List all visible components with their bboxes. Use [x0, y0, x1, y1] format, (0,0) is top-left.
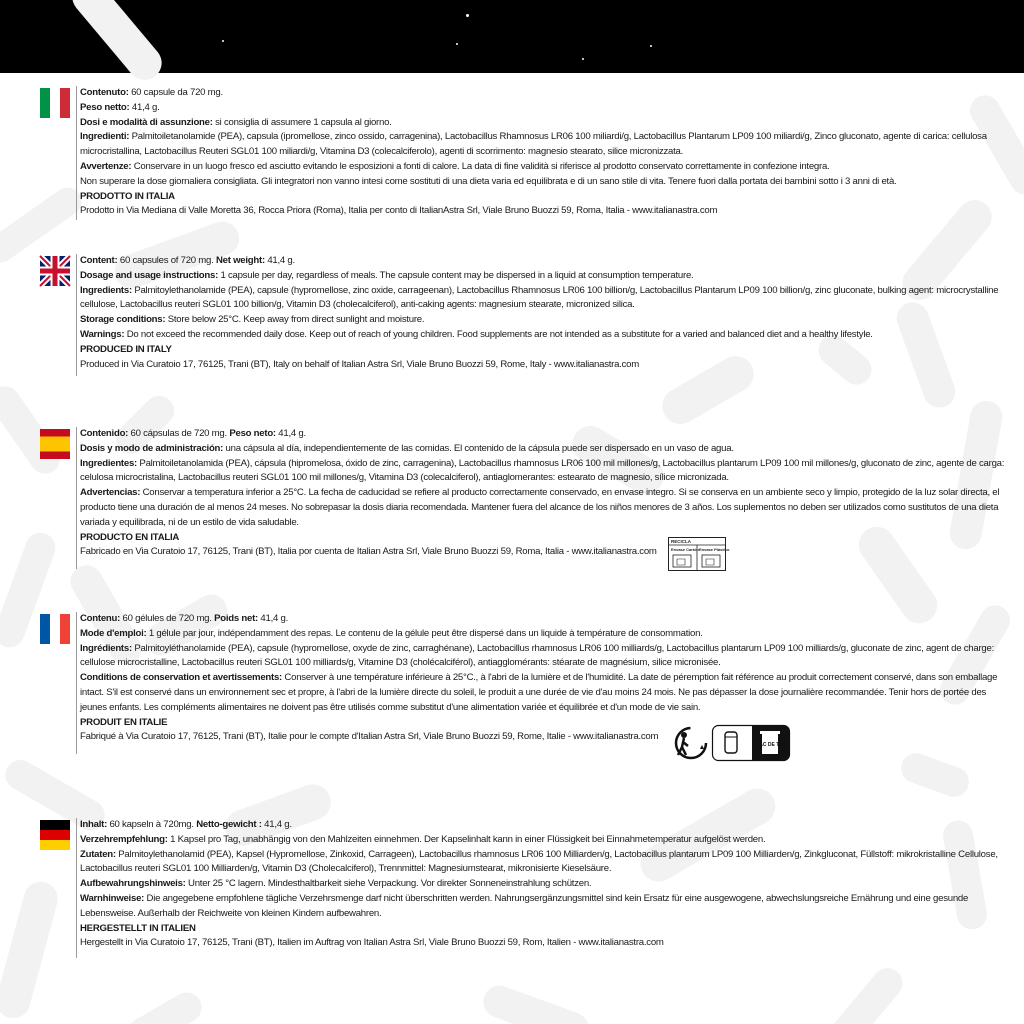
bold-label: PRODUCTO EN ITALIA [80, 531, 180, 543]
bold-label: Dosis y modo de administración: [80, 442, 224, 454]
text-line [80, 892, 1010, 922]
bold-label: PRODUCED IN ITALY [80, 343, 172, 355]
bold-label: Ingredienti: [80, 131, 130, 143]
text-line [80, 848, 1010, 878]
line-text: 41,4 g. [257, 613, 288, 624]
section-text [80, 612, 1010, 745]
bold-label: Poids net: [214, 613, 258, 624]
bold-label: Mode d'emploi: [80, 627, 147, 639]
recycle-label-icon [668, 537, 730, 571]
bold-label: Contenuto: [80, 87, 129, 98]
line-text: Conservar a temperatura inferior a 25°C. La fecha de caducidad se refiere al producto correctamente conservado, en envase integro. Si se conserva en un ambiente seco y limpio, protegido de la luz solar directa, el producto tiene una duración de al menos 24 meses. No sobrepasar la dosis diaria recomendada. Mantener fuera del alcance de los niños menores de 3 años. Los suplementos no deben ser utilizados como sustitutos de una dieta variada y equilibrada, ni de un estilo de vida saludable. [80, 487, 1000, 528]
line-text: 60 capsule da 720 mg. [128, 87, 223, 98]
text-line [80, 531, 1010, 546]
text-line [80, 627, 1010, 642]
bold-label: Zutaten: [80, 848, 116, 860]
text-line [80, 642, 1010, 672]
line-text: Conservare in un luogo fresco ed asciutto evitando le esposizioni a fonti di calore. La data di fine validità si riferisce al prodotto conservato correttamente in confezione integra. [131, 160, 830, 172]
section-divider [76, 612, 77, 754]
text-line [80, 284, 1010, 314]
text-line [80, 116, 1010, 131]
bold-label: Contenu: [80, 613, 121, 624]
line-text: 1 capsule per day, regardless of meals. The capsule content may be dispersed in a liquid at consumption temperature. [218, 269, 694, 281]
line-text: Non superare la dose giornaliera consigliata. Gli integratori non vanno intesi come sostituti di una dieta varia ed equilibrata e di un sano stile di vita. Tenere fuori dalla portata dei bambini sotto i 3 anni di età. [80, 175, 897, 187]
line-text: Palmitoylethanolamid (PEA), Kapsel (Hypromellose, Zinkoxid, Carrageen), Lactobacillus rhamnosus LR06 100 Milliarden/g, Lactobacillus plantarum LP09 100 Milliarden/g, Zinkgluconat, Füllstoff: mikrokristalline Cellulose, Lactobacillus reuteri SGL01 100 Milliarden/g, Vitamin D3 (Cholecalciferol), Trennmittel: Magnesiumstearat, mikronisierte Kieselsäure. [80, 848, 998, 875]
section-text [80, 254, 1010, 372]
text-line [80, 936, 1010, 951]
line-text: Hergestellt in Via Curatoio 17, 76125, Trani (BT), Italien im Auftrag von Italian Astra Srl, Viale Bruno Buozzi 59, Rom, Italien - www.italianastra.com [80, 937, 664, 949]
line-text: 41,4 g. [275, 428, 306, 439]
bold-label: Advertencias: [80, 487, 141, 499]
bold-label: Ingredientes: [80, 457, 137, 469]
text-line [80, 190, 1010, 205]
bold-label: Ingredients: [80, 284, 132, 296]
text-line [80, 486, 1010, 530]
line-text: Conserver à une température inférieure à 25°C., à l'abri de la lumière et de l'humidité. La date de péremption fait référence au produit correctement conservé, dans son emballage intact. S'il est conservé dans un environnement sec et propre, à l'abri de la lumière directe du soleil, le produit a une durée de vie d'au moins 24 mois. Ne pas dépasser la dose journalière recommandée. Tenir hors de portée des jeunes enfants. Les compléments alimentaires ne doivent pas être utilisés comme substitut d'une alimentation variée et équilibrée et d'un mode de vie sain. [80, 672, 998, 713]
bold-label: Dosage and usage instructions: [80, 269, 219, 281]
bold-label: Dosi e modalità di assunzione: [80, 116, 213, 128]
line-text: 41,4 g. [129, 101, 160, 113]
france-flag-icon [40, 614, 70, 644]
bold-label: Inhalt: [80, 819, 108, 830]
line-text: 1 gélule par jour, indépendamment des repas. Le contenu de la gélule peut être dispersé dans un liquide à température de consommation. [146, 627, 703, 639]
bold-label: PRODOTTO IN ITALIA [80, 190, 175, 202]
text-line [80, 877, 1010, 892]
recycle-label-left: Envase Cartón [671, 547, 700, 552]
spain-flag-icon [40, 429, 70, 459]
bold-label: Avvertenze: [80, 160, 132, 172]
line-text: 60 capsules of 720 mg. [117, 255, 216, 266]
text-line [80, 427, 1010, 442]
text-line [80, 130, 1010, 160]
line-text: si consiglia di assumere 1 capsula al giorno. [212, 116, 392, 128]
text-line [80, 612, 1010, 627]
line-text: Die angegebene empfohlene tägliche Verzehrsmenge darf nicht überschritten werden. Nahrungsergänzungsmittel sind kein Ersatz für eine ausgewogene, abwechslungsreiche Ernährung und eine gesunde Lebensweise. Außerhalb der Reichweite von kleinen Kindern aufbewahren. [80, 892, 969, 919]
bold-label: Netto-gewicht : [196, 819, 262, 830]
germany-flag-icon [40, 820, 70, 850]
line-text: Store below 25°C. Keep away from direct sunlight and moisture. [165, 314, 425, 326]
text-line [80, 833, 1010, 848]
line-text: Unter 25 °C lagern. Mindesthaltbarkeit siehe Verpackung. Vor direkter Sonneneinstrahlung schützen. [185, 878, 592, 890]
text-line [80, 358, 1010, 373]
text-line [80, 269, 1010, 284]
bold-label: Conditions de conservation et avertissements: [80, 672, 283, 684]
bold-label: Net weight: [215, 255, 265, 266]
text-line [80, 86, 1010, 101]
bold-label: Peso netto: [80, 101, 130, 113]
bold-label: Warnings: [80, 328, 125, 340]
line-text: Produced in Via Curatoio 17, 76125, Trani (BT), Italy on behalf of Italian Astra Srl, Viale Bruno Buozzi 59, Rome, Italy - www.italianastra.com [80, 358, 640, 370]
section-text [80, 86, 1010, 219]
bold-label: Verzehrempfehlung: [80, 833, 168, 845]
bold-label: PRODUIT EN ITALIE [80, 716, 168, 728]
text-line [80, 254, 1010, 269]
sorting-bin-text: BAC DE TRI [755, 742, 785, 748]
triman-icon [672, 725, 710, 761]
line-text: 60 gélules de 720 mg. [120, 613, 215, 624]
bold-label: Aufbewahrungshinweis: [80, 878, 186, 890]
section-divider [76, 254, 77, 376]
text-line [80, 545, 1010, 560]
bold-label: Warnhinweise: [80, 892, 145, 904]
recycle-label-right: Envase Plástico [699, 547, 730, 552]
line-text: 41,4 g. [261, 819, 292, 830]
bold-label: Storage conditions: [80, 314, 166, 326]
bold-label: Content: [80, 255, 118, 266]
text-line [80, 313, 1010, 328]
line-text: Prodotto in Via Mediana di Valle Moretta 36, Rocca Priora (Roma), Italia per conto di ItalianAstra Srl, Viale Bruno Buozzi 59, Roma, Italia - www.italianastra.com [80, 205, 718, 217]
text-line [80, 328, 1010, 343]
line-text: Fabricado en Via Curatoio 17, 76125, Trani (BT), Italia por cuenta de Italian Astra Srl, Viale Bruno Buozzi 59, Roma, Italia - www.italianastra.com [80, 546, 657, 558]
text-line [80, 671, 1010, 715]
line-text: 41,4 g. [264, 255, 295, 266]
text-line [80, 442, 1010, 457]
bold-label: HERGESTELLT IN ITALIEN [80, 922, 196, 934]
line-text: Palmitoyléthanolamide (PEA), capsule (hypromellose, oxyde de zinc, carraghénane), Lactobacillus rhamnosus LR06 100 milliards/g, Lactobacillus plantarum LP09 100 milliards/g, gluconate de zinc, agent de charge: cellulose microcristalline, Lactobacillus reuteri SGL01 100 milliards/g, Vitamine D3 (cholécalciférol), antiagglomérants: stéarate de magnésium, silice micronisée. [80, 642, 994, 669]
line-text: 60 kapseln à 720mg. [107, 819, 197, 830]
text-line [80, 716, 1010, 731]
line-text: Do not exceed the recommended daily dose. Keep out of reach of young children. Food supplements are not intended as a substitute for a varied and balanced diet and a healthy lifestyle. [124, 328, 873, 340]
text-line [80, 343, 1010, 358]
section-divider [76, 818, 77, 958]
line-text: 60 cápsulas de 720 mg. [128, 428, 230, 439]
text-line [80, 160, 1010, 175]
italy-flag-icon [40, 88, 70, 118]
section-text [80, 427, 1010, 560]
uk-flag-icon [40, 256, 70, 286]
section-text [80, 818, 1010, 951]
text-line [80, 457, 1010, 487]
line-text: Palmitoiletanolamida (PEA), cápsula (hipromelosa, óxido de zinc, carragenina), Lactobacillus rhamnosus LR06 100 mil millones/g, Lactobacillus plantarum LP09 100 mil millones/g, gluconato de zinc, agente de carga: celulosa microcristalina, Lactobacillus reuteri SGL01 100 mil millones/g, Vitamina D3 (colecalciferol), antiaglomerantes: estearato de magnesio, sílice micronizada. [80, 457, 1005, 484]
bold-label: Peso neto: [229, 428, 276, 439]
line-text: Fabriqué à Via Curatoio 17, 76125, Trani (BT), Italie pour le compte d'Italian Astra Srl, Viale Bruno Buozzi 59, Rome, Italie - www.italianastra.com [80, 731, 659, 743]
line-text: una cápsula al día, independientemente de las comidas. El contenido de la cápsula puede ser dispersado en un vaso de agua. [223, 442, 734, 454]
sorting-bin-label-icon [712, 725, 790, 761]
section-divider [76, 86, 77, 220]
line-text: 1 Kapsel pro Tag, unabhängig von den Mahlzeiten einnehmen. Der Kapselinhalt kann in einer Flüssigkeit bei Einnahmetemperatur aufgelöst werden. [167, 833, 766, 845]
bold-label: Ingrédients: [80, 642, 132, 654]
text-line [80, 818, 1010, 833]
text-line [80, 730, 1010, 745]
text-line [80, 204, 1010, 219]
bold-label: Contenido: [80, 428, 129, 439]
section-divider [76, 427, 77, 569]
line-text: Palmitoiletanolamide (PEA), capsula (ipromellose, zinco ossido, carragenina), Lactobacillus Rhamnosus LR06 100 miliardi/g, Lactobacillus Plantarum LP09 100 miliardi/g, Zinco gluconato, agente di carica: cellulosa microcristallina, Lactobacillus Reuteri SGL01 100 miliardi/g, Vitamina D3 (colecalciferolo), agenti di scorrimento: magnesio stearato, silice micronizzata. [80, 131, 987, 158]
text-line [80, 922, 1010, 937]
text-line [80, 175, 1010, 190]
line-text: Palmitoylethanolamide (PEA), capsule (hypromellose, zinc oxide, carrageenan), Lactobacillus Rhamnosus LR06 100 billion/g, Lactobacillus Plantarum LP09 100 billion/g, zinc gluconate, bulking agent: microcrystalline cellulose, Lactobacillus reuteri SGL01 100 billion/g, Vitamin D3 (cholecalciferol), anti-caking agents: magnesium stearate, micronized silica. [80, 284, 999, 311]
recycle-label-title: RECICLA [671, 539, 691, 544]
text-line [80, 101, 1010, 116]
